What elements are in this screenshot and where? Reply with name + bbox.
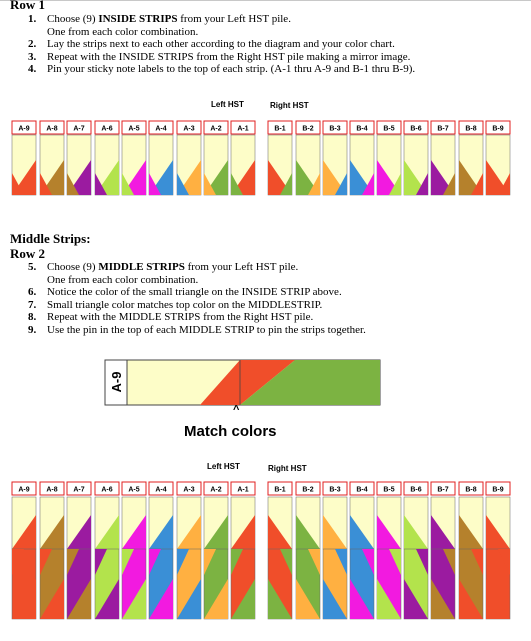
row1-steps bbox=[28, 13, 415, 76]
step-text: Small triangle color matches top color on the MIDDLESTRIP. bbox=[47, 298, 323, 311]
step-text: Notice the color of the small triangle on the INSIDE STRIP above. bbox=[47, 286, 342, 299]
step-text: from your Left HST pile. bbox=[184, 261, 299, 273]
step-item bbox=[28, 26, 415, 39]
step-item bbox=[28, 38, 415, 51]
strip-label: A-8 bbox=[46, 125, 58, 133]
strip-label: B-1 bbox=[274, 125, 286, 133]
strip-label: B-7 bbox=[437, 125, 449, 133]
middle-strips-heading: Middle Strips: bbox=[10, 231, 91, 246]
step-text: Choose (9) bbox=[47, 13, 99, 25]
strip-label: B-6 bbox=[410, 486, 422, 494]
match-caret: ^ bbox=[233, 404, 240, 416]
step-item bbox=[28, 286, 366, 299]
step-number: 5. bbox=[28, 261, 37, 273]
strip-label: A-6 bbox=[101, 486, 113, 494]
strip-label: B-2 bbox=[302, 125, 314, 133]
step-item bbox=[28, 63, 415, 76]
step-text: Repeat with the INSIDE STRIPS from the Right HST pile making a mirror image. bbox=[47, 50, 411, 63]
step-item bbox=[28, 299, 366, 312]
strip-label: A-3 bbox=[183, 125, 195, 133]
strip-label: A-2 bbox=[210, 125, 222, 133]
step-emphasis: INSIDE STRIPS bbox=[98, 13, 178, 25]
strip-label: A-3 bbox=[183, 486, 195, 494]
strip-label: B-4 bbox=[356, 486, 368, 494]
a9-match-detail-diagram bbox=[100, 355, 385, 410]
strip-label: A-5 bbox=[128, 125, 140, 133]
strip-label: B-9 bbox=[492, 486, 504, 494]
figure1-left-hst-label: Left HST bbox=[211, 100, 244, 109]
step-text: Choose (9) bbox=[47, 261, 99, 273]
strip-label: A-6 bbox=[101, 125, 113, 133]
step-text: Use the pin in the top of each MIDDLE STRIP to pin the strips together. bbox=[47, 323, 366, 336]
step-text: Lay the strips next to each other according to the diagram and your color chart. bbox=[47, 38, 395, 51]
strip-label: A-4 bbox=[155, 486, 167, 494]
match-colors-caption: Match colors bbox=[184, 423, 277, 440]
row2-heading: Row 2 bbox=[10, 246, 46, 261]
figure2-right-hst-label: Right HST bbox=[268, 464, 307, 473]
strip-label: A-8 bbox=[46, 486, 58, 494]
strip-label: A-1 bbox=[237, 125, 249, 133]
step-number: 1. bbox=[28, 13, 37, 25]
step-text: Pin your sticky note labels to the top of each strip. (A-1 thru A-9 and B-1 thru B-9). bbox=[47, 63, 416, 76]
strip-label: B-7 bbox=[437, 486, 449, 494]
step-item bbox=[28, 274, 366, 287]
strip-label: B-8 bbox=[465, 125, 477, 133]
strip-label: B-3 bbox=[329, 125, 341, 133]
strip-label: A-9 bbox=[18, 125, 30, 133]
step-number: 4. bbox=[28, 63, 37, 76]
step-item bbox=[28, 261, 366, 274]
strip-label: A-5 bbox=[128, 486, 140, 494]
strip-label: B-9 bbox=[492, 125, 504, 133]
step-item bbox=[28, 324, 366, 337]
step-number: 8. bbox=[28, 311, 37, 324]
strip-label: A-7 bbox=[73, 125, 85, 133]
figure1-right-hst-label: Right HST bbox=[270, 101, 309, 110]
step-text: One from each color combination. bbox=[47, 25, 199, 38]
strip-label: B-5 bbox=[383, 486, 395, 494]
strip-label: B-3 bbox=[329, 486, 341, 494]
step-number: 3. bbox=[28, 50, 37, 63]
row2-steps bbox=[28, 261, 366, 337]
step-number: 9. bbox=[28, 323, 37, 336]
figure2-left-hst-label: Left HST bbox=[207, 462, 240, 471]
step-number: 2. bbox=[28, 38, 37, 51]
top-rule bbox=[0, 0, 531, 1]
strip-label: A-9 bbox=[18, 486, 30, 494]
step-text: from your Left HST pile. bbox=[177, 13, 291, 25]
row2-middle-strips-diagram bbox=[0, 479, 531, 629]
detail-strip-label: A-9 bbox=[109, 371, 124, 393]
step-item bbox=[28, 311, 366, 324]
strip-label: B-5 bbox=[383, 125, 395, 133]
step-emphasis: MIDDLE STRIPS bbox=[98, 261, 185, 273]
strip-label: A-1 bbox=[237, 486, 249, 494]
step-number: 6. bbox=[28, 286, 37, 299]
row1-heading: Row 1 bbox=[10, 0, 46, 12]
strip-label: A-2 bbox=[210, 486, 222, 494]
strip-label: B-2 bbox=[302, 486, 314, 494]
strip-label: A-4 bbox=[155, 125, 167, 133]
step-text: Repeat with the MIDDLE STRIPS from the Right HST pile. bbox=[47, 311, 314, 324]
strip-label: B-6 bbox=[410, 125, 422, 133]
strip-label: A-7 bbox=[73, 486, 85, 494]
strip-label: B-4 bbox=[356, 125, 368, 133]
step-item bbox=[28, 13, 415, 26]
strip-label: B-8 bbox=[465, 486, 477, 494]
row1-inside-strips-diagram bbox=[0, 115, 531, 200]
step-item bbox=[28, 51, 415, 64]
step-number: 7. bbox=[28, 298, 37, 311]
strip-label: B-1 bbox=[274, 486, 286, 494]
step-text: One from each color combination. bbox=[47, 273, 199, 286]
